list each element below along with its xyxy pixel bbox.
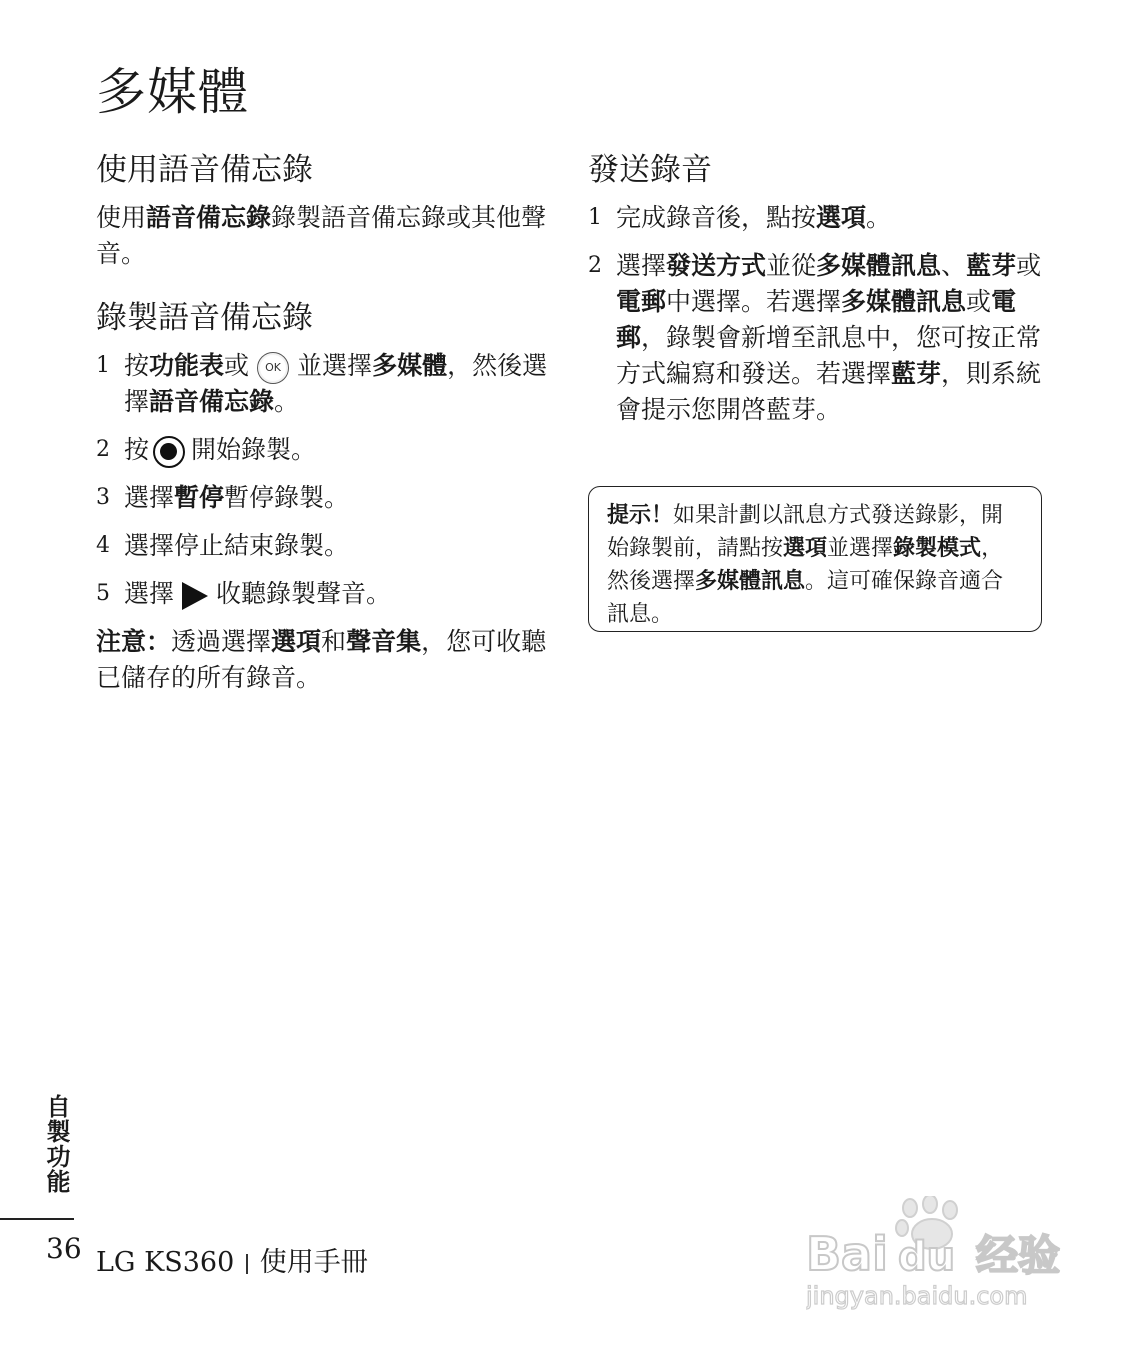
left-column: [96, 148, 552, 696]
send-steps: [588, 200, 1044, 428]
record-steps: [96, 348, 552, 612]
play-icon: [182, 582, 208, 610]
section-title-record-memo: 錄製語音備忘錄: [96, 300, 313, 336]
svg-text:经验: 经验: [976, 1231, 1061, 1280]
footer-separator: [246, 1254, 248, 1274]
step-item: 2 選擇發送方式並從多媒體訊息、藍芽或電郵中選擇。若選擇多媒體訊息或電郵，錄製會新增至訊息中，您可按正常方式編寫和發送。若選擇藍芽，則系統會提示您開啓藍芽。: [588, 251, 1042, 424]
baidu-jingyan-watermark: [806, 1196, 1068, 1312]
section-title-use-voice-memo: 使用語音備忘錄: [96, 152, 313, 188]
step-item: 1 按功能表或 OK 並選擇多媒體，然後選擇語音備忘錄。: [96, 351, 548, 416]
ok-key-icon: OK: [257, 352, 289, 384]
tip-label: 提示！: [607, 503, 674, 528]
svg-text:jingyan.baidu.com: jingyan.baidu.com: [806, 1282, 1028, 1310]
step-item: 5 選擇 收聽錄製聲音。: [96, 579, 392, 608]
svg-text:du: du: [898, 1234, 956, 1280]
note-paragraph: 注意：透過選擇選項和聲音集，您可收聽已儲存的所有錄音。: [96, 627, 547, 692]
side-divider: [0, 1218, 74, 1220]
footer-title: LG KS360 使用手冊: [96, 1247, 368, 1278]
page-title: 多媒體: [96, 63, 249, 121]
section-intro: 使用語音備忘錄錄製語音備忘錄或其他聲音。: [96, 203, 547, 268]
tip-box: 提示！如果計劃以訊息方式發送錄影，開始錄製前，請點按選項並選擇錄製模式，然後選擇多媒體訊息。這可確保錄音適合訊息。: [588, 486, 1042, 632]
step-item: 3 選擇暫停暫停錄製。: [96, 483, 350, 512]
right-column: [588, 148, 1044, 440]
step-item: 4 選擇停止結束錄製。: [96, 531, 350, 560]
step-item: 1 完成錄音後，點按選項。: [588, 203, 892, 232]
side-tab-label: 自製功能: [42, 1094, 70, 1194]
step-item: 2 按 開始錄製。: [96, 432, 552, 468]
svg-text:Bai: Bai: [806, 1227, 888, 1281]
page-number: 36: [46, 1232, 82, 1265]
section-title-send-recording: 發送錄音: [588, 152, 712, 188]
record-button-icon: [153, 436, 185, 468]
